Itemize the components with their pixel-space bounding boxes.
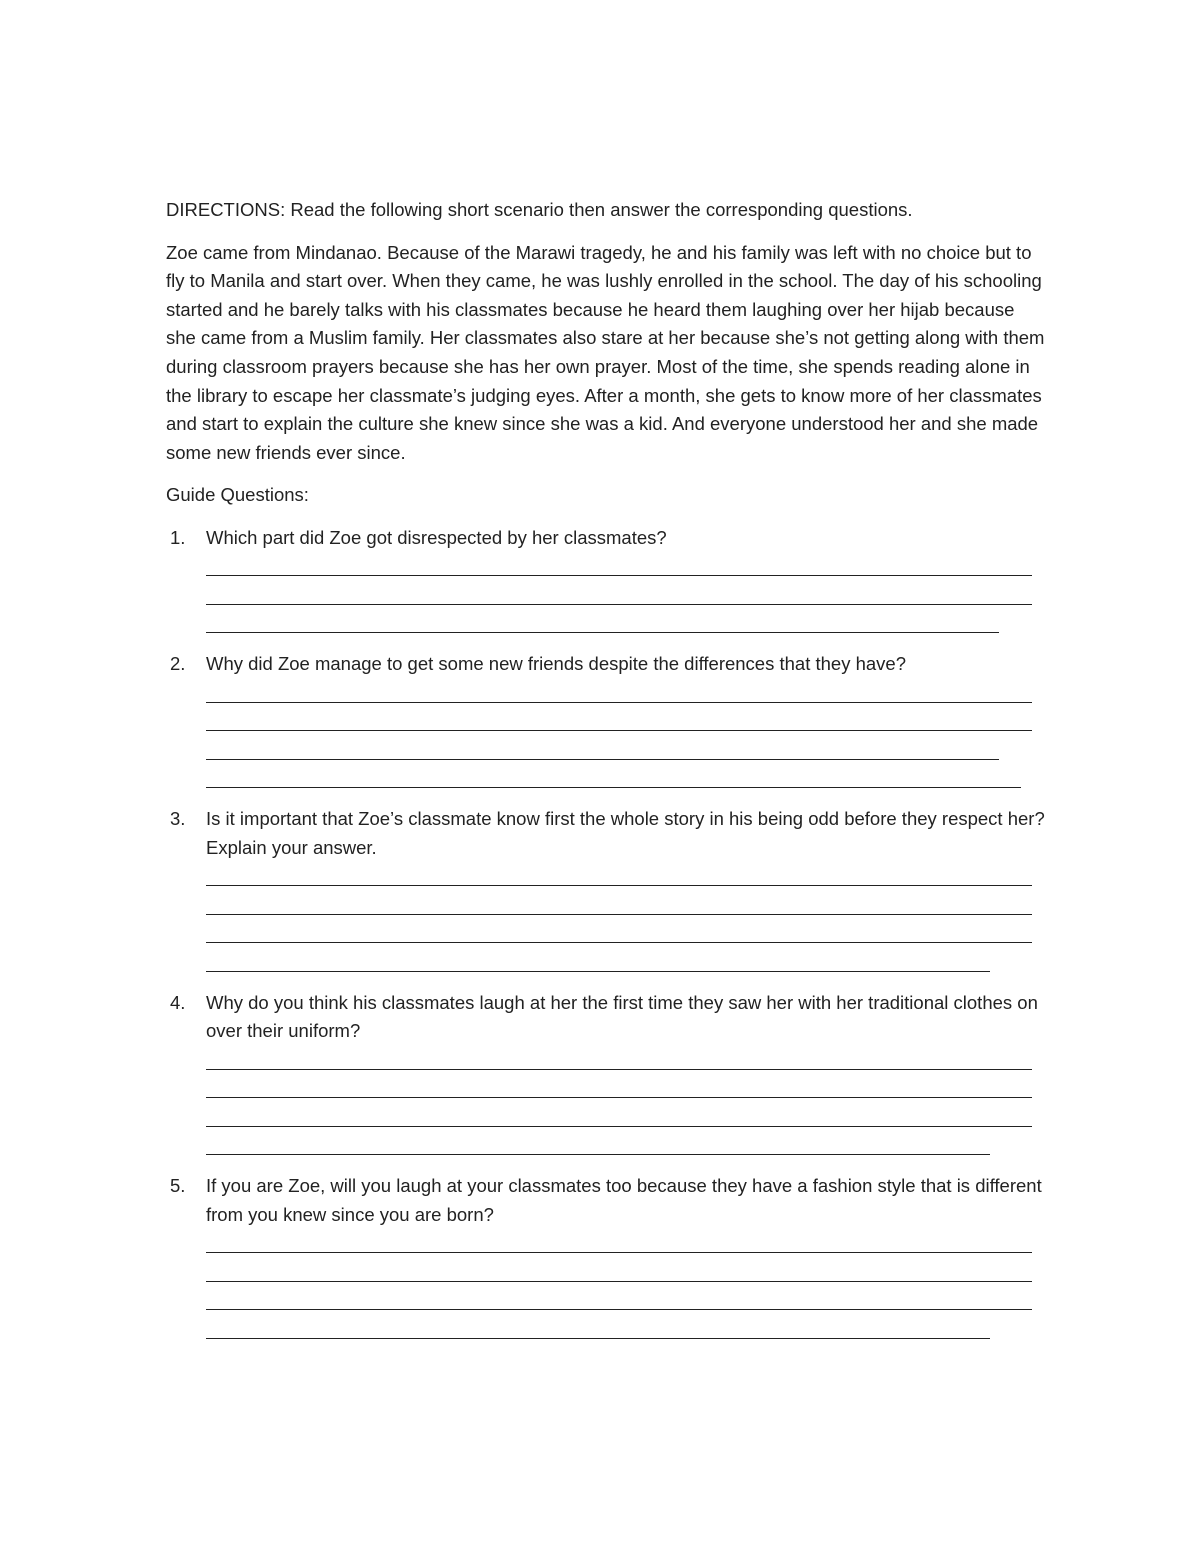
questions-list (166, 524, 1046, 1348)
answer-line[interactable] (206, 557, 1032, 586)
answer-line[interactable] (206, 712, 1032, 741)
question-number: 3. (170, 808, 186, 830)
document-content (166, 196, 1046, 1356)
answer-line[interactable] (206, 585, 1032, 614)
answer-line[interactable] (206, 952, 990, 981)
question-number: 5. (170, 1175, 186, 1197)
answer-line[interactable] (206, 924, 1032, 953)
answer-line[interactable] (206, 740, 999, 769)
question-text: Why do you think his classmates laugh at her the first time they saw her with her traditional clothes on over their uniform? (206, 991, 1038, 1042)
question-text: Is it important that Zoe’s classmate know first the whole story in his being odd before they respect her? Explain your answer. (206, 808, 1045, 858)
question-item (166, 1172, 1046, 1348)
question-item (166, 524, 1046, 642)
answer-line[interactable] (206, 614, 999, 643)
answer-line[interactable] (206, 1262, 1032, 1291)
question-item (166, 989, 1046, 1165)
question-text: If you are Zoe, will you laugh at your classmates too because they have a fashion style that is different from you knew since you are born? (206, 1175, 1042, 1225)
answer-line[interactable] (206, 1291, 1032, 1320)
answer-line[interactable] (206, 1234, 1032, 1263)
question-number: 1. (170, 526, 186, 548)
directions-text: DIRECTIONS: Read the following short scenario then answer the corresponding questions. (166, 199, 913, 220)
answer-line[interactable] (206, 1050, 1032, 1079)
question-item (166, 650, 1046, 797)
answer-line[interactable] (206, 1319, 990, 1348)
answer-line[interactable] (206, 866, 1032, 895)
guide-questions-heading: Guide Questions: (166, 484, 309, 506)
question-text: Which part did Zoe got disrespected by her classmates? (206, 526, 667, 548)
answer-line[interactable] (206, 1136, 990, 1165)
answer-line[interactable] (206, 895, 1032, 924)
answer-line[interactable] (206, 769, 1021, 798)
answer-line[interactable] (206, 1107, 1032, 1136)
answer-line[interactable] (206, 683, 1032, 712)
question-item (166, 805, 1046, 981)
scenario-paragraph: Zoe came from Mindanao. Because of the Marawi tragedy, he and his family was left with no choice but to fly to Manila and start over. When they came, he was lushly enrolled in the school. The day of his schooling started and he barely talks with his classmates because he heard them laughing over her hijab because she came from a Muslim family. Her classmates also stare at her because she’s not getting along with them during classroom prayers because she has her own prayer. Most of the time, she spends reading alone in the library to escape her classmate’s judging eyes. After a month, she gets to know more of her classmates and start to explain the culture she knew since she was a kid. And everyone understood her and she made some new friends ever since. (166, 241, 1045, 463)
question-text: Why did Zoe manage to get some new friends despite the differences that they have? (206, 653, 906, 675)
question-number: 2. (170, 653, 186, 675)
answer-line[interactable] (206, 1079, 1032, 1108)
question-number: 4. (170, 991, 186, 1013)
